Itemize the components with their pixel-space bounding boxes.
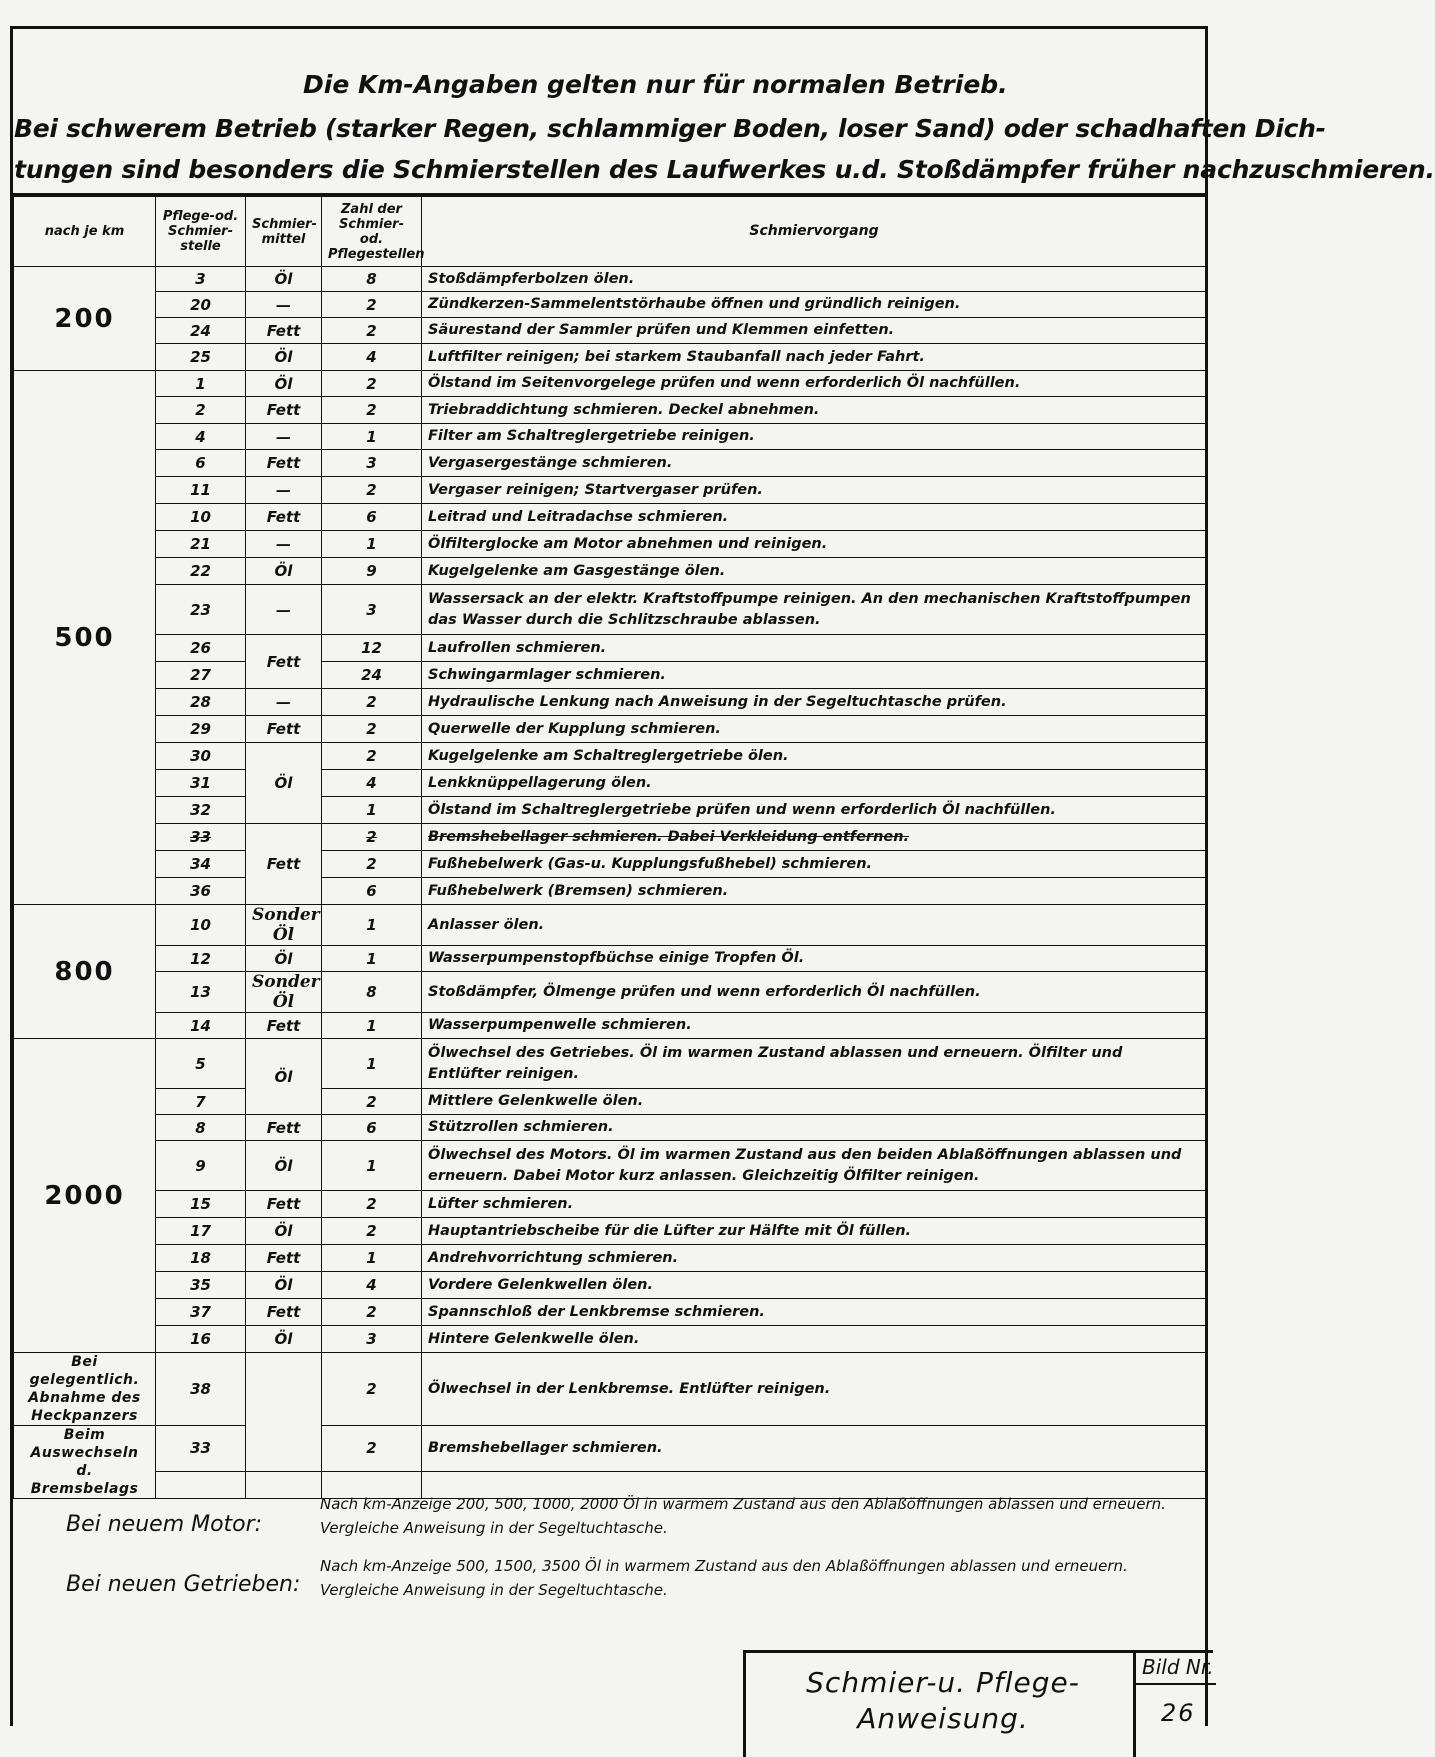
cell-stelle: 31 <box>156 770 246 797</box>
cell-vorgang: Hydraulische Lenkung nach Anweisung in der Segeltuchtasche prüfen. <box>422 689 1207 716</box>
cell-vorgang: Triebraddichtung schmieren. Deckel abnehmen. <box>422 397 1207 424</box>
cell-stelle: 32 <box>156 797 246 824</box>
cell-mittel: Fett <box>246 318 322 344</box>
km-group-2000: 2000 <box>14 1039 156 1353</box>
cell-zahl: 1 <box>322 1039 422 1089</box>
table-row <box>14 770 1207 797</box>
cell-vorgang: Hintere Gelenkwelle ölen. <box>422 1326 1207 1353</box>
cell-mittel: Fett <box>246 1245 322 1272</box>
km-group-800: 800 <box>14 905 156 1039</box>
cell-stelle: 15 <box>156 1191 246 1218</box>
table-row <box>14 1353 1207 1426</box>
table-row <box>14 851 1207 878</box>
table-row <box>14 946 1207 972</box>
cell-mittel <box>246 1353 322 1472</box>
cell-mittel: Sonder Öl <box>246 972 322 1013</box>
table-row <box>14 477 1207 504</box>
table-row <box>14 878 1207 905</box>
cell-stelle: 28 <box>156 689 246 716</box>
table-row <box>14 1141 1207 1191</box>
cell-stelle: 14 <box>156 1013 246 1039</box>
col-header-mittel: Schmier-mittel <box>246 197 322 267</box>
cell-zahl: 2 <box>322 1218 422 1245</box>
cell-mittel: Fett <box>246 397 322 424</box>
table-row <box>14 1039 1207 1089</box>
cell-vorgang: Fußhebelwerk (Gas-u. Kupplungsfußhebel) schmieren. <box>422 851 1207 878</box>
cell-zahl: 1 <box>322 905 422 946</box>
cell-stelle: 13 <box>156 972 246 1013</box>
cell-mittel: Fett <box>246 1115 322 1141</box>
cell-mittel: — <box>246 585 322 635</box>
cell-stelle <box>156 1471 246 1498</box>
cell-stelle: 35 <box>156 1272 246 1299</box>
cell-stelle: 17 <box>156 1218 246 1245</box>
cell-zahl: 8 <box>322 972 422 1013</box>
cell-stelle: 30 <box>156 743 246 770</box>
cell-vorgang: Ölstand im Schaltreglergetriebe prüfen und wenn erforderlich Öl nachfüllen. <box>422 797 1207 824</box>
figure-number-label: Bild Nr. <box>1142 1655 1214 1679</box>
cell-mittel: Öl <box>246 946 322 972</box>
cell-zahl: 2 <box>322 689 422 716</box>
table-row <box>14 450 1207 477</box>
cell-mittel: Öl <box>246 1218 322 1245</box>
cell-zahl: 3 <box>322 1326 422 1353</box>
cell-mittel: Fett <box>246 1191 322 1218</box>
cell-mittel: — <box>246 292 322 318</box>
cell-vorgang: Wasserpumpenstopfbüchse einige Tropfen Öl. <box>422 946 1207 972</box>
cell-vorgang: Lüfter schmieren. <box>422 1191 1207 1218</box>
cell-zahl: 2 <box>322 743 422 770</box>
cell-mittel: Fett <box>246 716 322 743</box>
table-row <box>14 824 1207 851</box>
cell-vorgang: Schwingarmlager schmieren. <box>422 662 1207 689</box>
cell-stelle: 27 <box>156 662 246 689</box>
cell-stelle: 22 <box>156 558 246 585</box>
cell-zahl: 2 <box>322 1191 422 1218</box>
table-row <box>14 267 1207 292</box>
cell-stelle: 36 <box>156 878 246 905</box>
cell-mittel: Öl <box>246 1039 322 1115</box>
cell-zahl: 2 <box>322 477 422 504</box>
cell-zahl: 1 <box>322 1013 422 1039</box>
cell-zahl: 3 <box>322 450 422 477</box>
cell-zahl: 2 <box>322 851 422 878</box>
table-row <box>14 1299 1207 1326</box>
cell-stelle: 20 <box>156 292 246 318</box>
cell-vorgang: Wasserpumpenwelle schmieren. <box>422 1013 1207 1039</box>
cell-stelle: 12 <box>156 946 246 972</box>
km-group-bremsbelag: Beim Auswechseln d. Bremsbelags <box>14 1426 156 1499</box>
cell-stelle: 26 <box>156 635 246 662</box>
cell-vorgang: Bremshebellager schmieren. <box>422 1426 1207 1472</box>
table-row <box>14 1115 1207 1141</box>
km-group-heckpanzer: Bei gelegentlich. Abnahme des Heckpanzers <box>14 1353 156 1426</box>
table-row <box>14 1089 1207 1115</box>
cell-zahl: 6 <box>322 878 422 905</box>
cell-mittel: — <box>246 689 322 716</box>
document-title-line-2: Anweisung. <box>857 1702 1029 1735</box>
table-row <box>14 1272 1207 1299</box>
cell-mittel: — <box>246 531 322 558</box>
table-row <box>14 1013 1207 1039</box>
cell-mittel: Fett <box>246 504 322 531</box>
cell-vorgang: Hauptantriebscheibe für die Lüfter zur Hälfte mit Öl füllen. <box>422 1218 1207 1245</box>
cell-zahl: 2 <box>322 371 422 397</box>
note-text-motor: Nach km-Anzeige 200, 500, 1000, 2000 Öl in warmem Zustand aus den Ablaßöffnungen ablassen und erneuern. Vergleiche Anweisung in der Segeltuchtasche. <box>320 1495 1166 1537</box>
lubrication-table <box>13 196 1207 1499</box>
cell-mittel: Öl <box>246 743 322 824</box>
header-line-1: Die Km-Angaben gelten nur für normalen Betrieb. <box>303 70 1008 99</box>
cell-vorgang: Querwelle der Kupplung schmieren. <box>422 716 1207 743</box>
table-row <box>14 1326 1207 1353</box>
cell-vorgang: Säurestand der Sammler prüfen und Klemmen einfetten. <box>422 318 1207 344</box>
cell-vorgang: Stoßdämpferbolzen ölen. <box>422 267 1207 292</box>
cell-vorgang: Luftfilter reinigen; bei starkem Staubanfall nach jeder Fahrt. <box>422 344 1207 371</box>
cell-stelle: 25 <box>156 344 246 371</box>
table-row <box>14 397 1207 424</box>
cell-zahl: 1 <box>322 1141 422 1191</box>
cell-vorgang: Spannschloß der Lenkbremse schmieren. <box>422 1299 1207 1326</box>
cell-mittel: Öl <box>246 1272 322 1299</box>
cell-vorgang: Kugelgelenke am Gasgestänge ölen. <box>422 558 1207 585</box>
cell-vorgang: Ölwechsel in der Lenkbremse. Entlüfter reinigen. <box>422 1353 1207 1426</box>
cell-stelle: 37 <box>156 1299 246 1326</box>
cell-zahl: 1 <box>322 946 422 972</box>
cell-zahl: 4 <box>322 344 422 371</box>
cell-stelle: 11 <box>156 477 246 504</box>
cell-vorgang: Vordere Gelenkwellen ölen. <box>422 1272 1207 1299</box>
km-group-200: 200 <box>14 267 156 371</box>
cell-mittel: Öl <box>246 1141 322 1191</box>
cell-vorgang: Zündkerzen-Sammelentstörhaube öffnen und gründlich reinigen. <box>422 292 1207 318</box>
header-line-3: tungen sind besonders die Schmierstellen des Laufwerkes u.d. Stoßdämpfer früher nachzuschmieren. <box>14 155 1435 184</box>
figure-number-box <box>1133 1650 1213 1757</box>
table-row <box>14 635 1207 662</box>
figure-number: 26 <box>1161 1699 1196 1727</box>
cell-stelle: 3 <box>156 267 246 292</box>
col-header-zahl: Zahl der Schmier-od. Pflegestellen <box>322 197 422 267</box>
cell-zahl: 6 <box>322 1115 422 1141</box>
cell-stelle: 6 <box>156 450 246 477</box>
table-row <box>14 1426 1207 1472</box>
km-group-500: 500 <box>14 371 156 905</box>
cell-vorgang: Ölfilterglocke am Motor abnehmen und reinigen. <box>422 531 1207 558</box>
cell-vorgang: Vergaser reinigen; Startvergaser prüfen. <box>422 477 1207 504</box>
cell-vorgang: Bremshebellager schmieren. Dabei Verkleidung entfernen. <box>422 824 1207 851</box>
cell-stelle: 7 <box>156 1089 246 1115</box>
cell-vorgang: Ölstand im Seitenvorgelege prüfen und wenn erforderlich Öl nachfüllen. <box>422 371 1207 397</box>
cell-stelle: 16 <box>156 1326 246 1353</box>
cell-mittel: — <box>246 477 322 504</box>
cell-stelle: 1 <box>156 371 246 397</box>
cell-zahl: 2 <box>322 1299 422 1326</box>
cell-zahl: 3 <box>322 585 422 635</box>
cell-zahl: 2 <box>322 397 422 424</box>
cell-stelle: 33 <box>156 1426 246 1472</box>
cell-stelle: 23 <box>156 585 246 635</box>
cell-zahl: 2 <box>322 292 422 318</box>
cell-stelle: 33 <box>156 824 246 851</box>
cell-mittel: Öl <box>246 371 322 397</box>
cell-zahl: 2 <box>322 1089 422 1115</box>
table-row <box>14 743 1207 770</box>
table-row <box>14 797 1207 824</box>
table-row <box>14 716 1207 743</box>
cell-mittel: Fett <box>246 824 322 905</box>
cell-mittel: — <box>246 424 322 450</box>
cell-mittel: Öl <box>246 1326 322 1353</box>
cell-stelle: 38 <box>156 1353 246 1426</box>
cell-stelle: 9 <box>156 1141 246 1191</box>
table-row <box>14 371 1207 397</box>
cell-zahl: 1 <box>322 797 422 824</box>
table-row <box>14 344 1207 371</box>
cell-mittel: Fett <box>246 1299 322 1326</box>
cell-vorgang: Anlasser ölen. <box>422 905 1207 946</box>
table-row <box>14 689 1207 716</box>
cell-vorgang: Mittlere Gelenkwelle ölen. <box>422 1089 1207 1115</box>
cell-zahl: 2 <box>322 1426 422 1472</box>
table-row <box>14 558 1207 585</box>
cell-zahl: 2 <box>322 824 422 851</box>
cell-zahl: 24 <box>322 662 422 689</box>
cell-zahl: 2 <box>322 1353 422 1426</box>
cell-zahl: 2 <box>322 318 422 344</box>
note-label-getriebe: Bei neuen Getrieben: <box>66 1572 301 1597</box>
col-header-km: nach je km <box>14 197 156 267</box>
cell-stelle: 34 <box>156 851 246 878</box>
cell-zahl: 9 <box>322 558 422 585</box>
cell-zahl: 6 <box>322 504 422 531</box>
cell-vorgang: Kugelgelenke am Schaltreglergetriebe ölen. <box>422 743 1207 770</box>
note-text-getriebe: Nach km-Anzeige 500, 1500, 3500 Öl in warmem Zustand aus den Ablaßöffnungen ablassen und erneuern. Vergleiche Anweisung in der Segeltuchtasche. <box>320 1557 1128 1599</box>
cell-mittel: Fett <box>246 450 322 477</box>
cell-mittel: Sonder Öl <box>246 905 322 946</box>
cell-stelle: 18 <box>156 1245 246 1272</box>
cell-vorgang: Fußhebelwerk (Bremsen) schmieren. <box>422 878 1207 905</box>
cell-mittel: Fett <box>246 1013 322 1039</box>
cell-mittel: Fett <box>246 635 322 689</box>
cell-stelle: 21 <box>156 531 246 558</box>
title-block <box>743 1650 1145 1757</box>
col-header-vorgang: Schmiervorgang <box>422 197 1207 267</box>
table-row <box>14 1245 1207 1272</box>
table-row <box>14 318 1207 344</box>
cell-mittel: Öl <box>246 344 322 371</box>
cell-stelle: 24 <box>156 318 246 344</box>
cell-vorgang: Lenkknüppellagerung ölen. <box>422 770 1207 797</box>
cell-zahl: 1 <box>322 424 422 450</box>
table-row <box>14 1191 1207 1218</box>
cell-zahl: 2 <box>322 716 422 743</box>
cell-vorgang: Filter am Schaltreglergetriebe reinigen. <box>422 424 1207 450</box>
table-header-row <box>14 197 1207 267</box>
cell-vorgang: Vergasergestänge schmieren. <box>422 450 1207 477</box>
cell-vorgang: Ölwechsel des Motors. Öl im warmen Zustand aus den beiden Ablaßöffnungen ablassen und erneuern. Dabei Motor kurz anlassen. Gleichzeitig Ölfilter reinigen. <box>422 1141 1207 1191</box>
note-label-motor: Bei neuem Motor: <box>66 1512 263 1537</box>
cell-zahl: 12 <box>322 635 422 662</box>
cell-zahl: 1 <box>322 531 422 558</box>
table-row <box>14 531 1207 558</box>
cell-vorgang: Stützrollen schmieren. <box>422 1115 1207 1141</box>
cell-vorgang: Laufrollen schmieren. <box>422 635 1207 662</box>
cell-vorgang: Ölwechsel des Getriebes. Öl im warmen Zustand ablassen und erneuern. Ölfilter und Entlüfter reinigen. <box>422 1039 1207 1089</box>
cell-stelle: 10 <box>156 504 246 531</box>
cell-vorgang: Stoßdämpfer, Ölmenge prüfen und wenn erforderlich Öl nachfüllen. <box>422 972 1207 1013</box>
cell-zahl: 4 <box>322 1272 422 1299</box>
cell-mittel: Öl <box>246 558 322 585</box>
cell-vorgang: Leitrad und Leitradachse schmieren. <box>422 504 1207 531</box>
document-title-line-1: Schmier-u. Pflege- <box>806 1666 1080 1699</box>
cell-zahl: 4 <box>322 770 422 797</box>
cell-vorgang: Andrehvorrichtung schmieren. <box>422 1245 1207 1272</box>
cell-zahl: 8 <box>322 267 422 292</box>
figure-number-divider <box>1136 1683 1216 1685</box>
cell-zahl: 1 <box>322 1245 422 1272</box>
cell-stelle: 8 <box>156 1115 246 1141</box>
table-row <box>14 972 1207 1013</box>
table-row <box>14 1218 1207 1245</box>
cell-stelle: 4 <box>156 424 246 450</box>
table-row <box>14 504 1207 531</box>
cell-stelle: 10 <box>156 905 246 946</box>
table-row <box>14 424 1207 450</box>
cell-stelle: 5 <box>156 1039 246 1089</box>
table-row <box>14 662 1207 689</box>
cell-stelle: 29 <box>156 716 246 743</box>
cell-mittel <box>246 1471 322 1498</box>
cell-vorgang: Wassersack an der elektr. Kraftstoffpumpe reinigen. An den mechanischen Kraftstoffpumpen das Wasser durch die Schlitzschraube ablassen. <box>422 585 1207 635</box>
table-row <box>14 905 1207 946</box>
table-row <box>14 292 1207 318</box>
document-title <box>746 1665 1140 1737</box>
table-row <box>14 585 1207 635</box>
document-header <box>10 26 1435 196</box>
cell-stelle: 2 <box>156 397 246 424</box>
cell-mittel: Öl <box>246 267 322 292</box>
header-line-2: Bei schwerem Betrieb (starker Regen, schlammiger Boden, loser Sand) oder schadhaften Dich- <box>14 114 1326 143</box>
col-header-stelle: Pflege-od. Schmier-stelle <box>156 197 246 267</box>
